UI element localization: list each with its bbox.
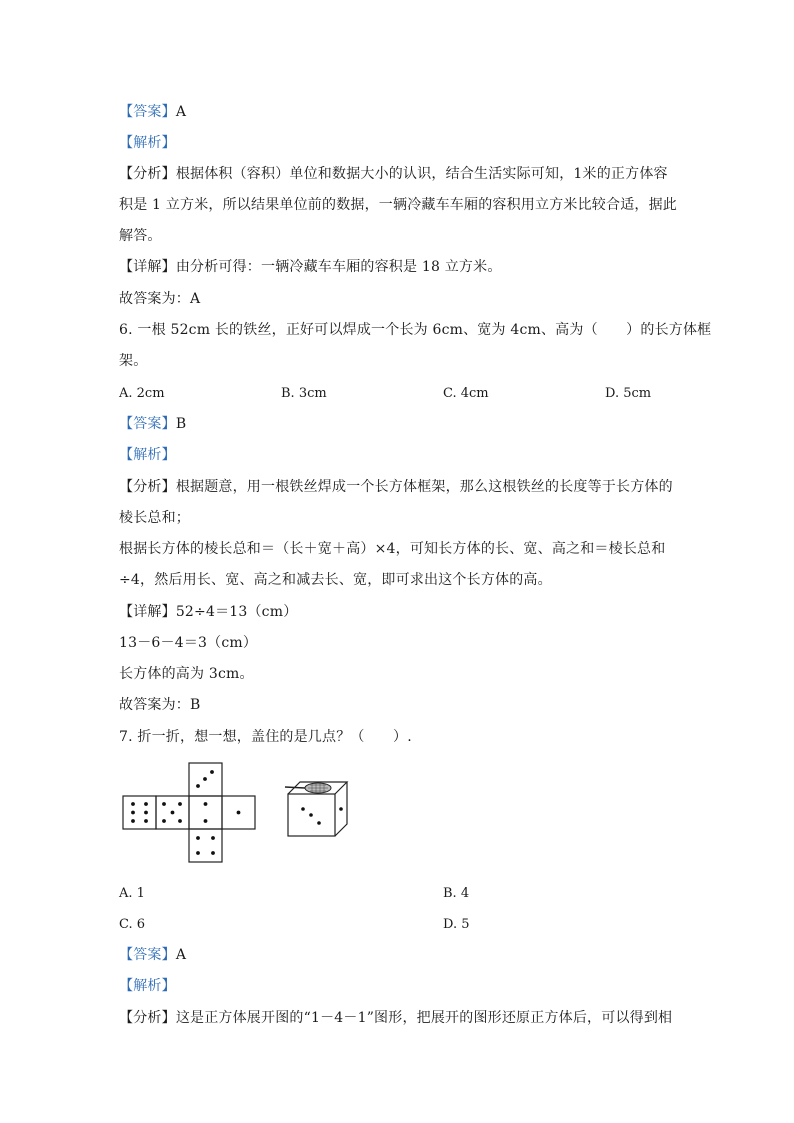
answer-value: A bbox=[175, 104, 187, 120]
analysis-tag: 【解析】 bbox=[119, 135, 176, 151]
q7-option-a: A. 1 bbox=[119, 886, 145, 901]
dice-net-figure bbox=[118, 762, 260, 866]
q6-answer-line bbox=[119, 414, 186, 434]
q6-option-c: C. 4cm bbox=[443, 386, 489, 401]
q6-stem-line-2: 架。 bbox=[119, 353, 148, 369]
detail-text: 由分析可得：一辆冷藏车车厢的容积是 18 立方米。 bbox=[175, 259, 502, 275]
q5-analysis-heading bbox=[119, 133, 176, 153]
analysis-tag: 【解析】 bbox=[119, 978, 176, 994]
q7-analysis-heading bbox=[119, 976, 176, 996]
q5-answer-line bbox=[119, 102, 186, 122]
q6-fenxi-line-3: 根据长方体的棱长总和＝（长＋宽＋高）×4，可知长方体的长、宽、高之和＝棱长总和 bbox=[119, 541, 666, 557]
fenxi-tag: 【分析】 bbox=[119, 166, 176, 182]
q6-detail-line-2: 13－6－4＝3（cm） bbox=[119, 635, 258, 651]
answer-tag: 【答案】 bbox=[119, 104, 176, 120]
q7-option-c: C. 6 bbox=[119, 917, 146, 932]
fenxi-text: 根据题意，用一根铁丝焊成一个长方体框架，那么这根铁丝的长度等于长方体的 bbox=[175, 479, 673, 495]
q6-option-a: A. 2cm bbox=[119, 386, 165, 401]
q6-option-d: D. 5cm bbox=[605, 386, 652, 401]
answer-value: A bbox=[175, 947, 187, 963]
q5-fenxi-line-2: 积是 1 立方米，所以结果单位前的数据，一辆冷藏车车厢的容积用立方米比较合适，据此 bbox=[119, 197, 678, 213]
answer-tag: 【答案】 bbox=[119, 416, 176, 432]
q7-answer-line bbox=[119, 945, 186, 965]
q7-fenxi-line-1 bbox=[119, 1008, 672, 1028]
fenxi-text: 这是正方体展开图的“1－4－1”图形，把展开的图形还原正方体后，可以得到相 bbox=[175, 1010, 673, 1026]
q6-conclusion: 故答案为：B bbox=[119, 697, 201, 713]
detail-tag: 【详解】 bbox=[119, 604, 176, 620]
q7-option-b: B. 4 bbox=[443, 886, 470, 901]
q5-detail-line bbox=[119, 257, 502, 277]
fenxi-tag: 【分析】 bbox=[119, 479, 176, 495]
fenxi-text: 根据体积（容积）单位和数据大小的认识，结合生活实际可知，1米的正方体容 bbox=[175, 166, 668, 182]
q5-fenxi-line-3: 解答。 bbox=[119, 228, 162, 244]
racket-handle-icon bbox=[285, 787, 305, 788]
q7-option-d: D. 5 bbox=[443, 917, 470, 932]
answer-value: B bbox=[175, 416, 187, 432]
q5-conclusion: 故答案为：A bbox=[119, 291, 201, 307]
q5-fenxi-line-1 bbox=[119, 164, 668, 184]
q6-analysis-heading bbox=[119, 445, 176, 465]
detail-text: 52÷4＝13（cm） bbox=[175, 604, 298, 620]
q6-fenxi-line-4: ÷4，然后用长、宽、高之和减去长、宽，即可求出这个长方体的高。 bbox=[119, 572, 552, 588]
q6-fenxi-line-1 bbox=[119, 477, 673, 497]
q6-fenxi-line-2: 棱长总和； bbox=[119, 510, 190, 526]
detail-tag: 【详解】 bbox=[119, 259, 176, 275]
analysis-tag: 【解析】 bbox=[119, 447, 176, 463]
q6-option-b: B. 3cm bbox=[281, 386, 327, 401]
q6-detail-line-1 bbox=[119, 602, 297, 622]
q7-stem: 7. 折一折，想一想，盖住的是几点？（ ）. bbox=[119, 729, 412, 745]
q6-stem-line-1: 6. 一根 52cm 长的铁丝，正好可以焊成一个长为 6cm、宽为 4cm、高为（ ）的长方体框 bbox=[119, 322, 712, 338]
covered-die-figure bbox=[282, 778, 352, 840]
answer-tag: 【答案】 bbox=[119, 947, 176, 963]
fenxi-tag: 【分析】 bbox=[119, 1010, 176, 1026]
q6-detail-line-3: 长方体的高为 3cm。 bbox=[119, 666, 254, 682]
